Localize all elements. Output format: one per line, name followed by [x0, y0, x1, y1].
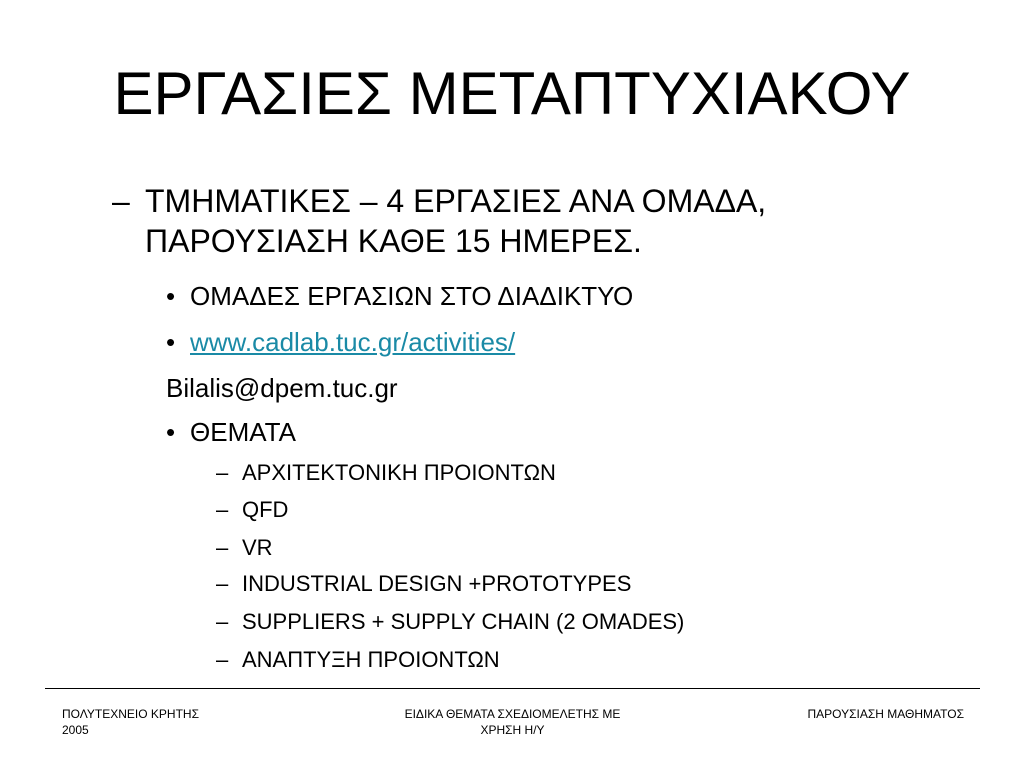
topic-item: SUPPLIERS + SUPPLY CHAIN (2 OMADES): [242, 609, 685, 634]
email-text: Bilalis@dpem.tuc.gr: [166, 373, 398, 403]
dash-marker: –: [216, 497, 229, 522]
dash-marker: –: [216, 535, 229, 560]
bullet-marker: •: [166, 327, 176, 357]
dash-marker: –: [216, 571, 229, 596]
footer-year: 2005: [62, 723, 89, 737]
bullet-marker: •: [166, 281, 176, 311]
topic-item: QFD: [242, 497, 289, 522]
footer-course-line-1: ΕΙΔΙΚΑ ΘΕΜΑΤΑ ΣΧΕΔΙΟΜΕΛΕΤΗΣ ΜΕ: [404, 707, 621, 721]
main-item-line-2: ΠΑΡΟΥΣΙΑΣΗ ΚΑΘΕ 15 ΗΜΕΡΕΣ.: [145, 223, 642, 259]
topic-item: VR: [242, 535, 273, 560]
topic-item: INDUSTRIAL DESIGN +PROTOTYPES: [242, 571, 632, 596]
footer-divider: [45, 688, 980, 689]
main-item-line-1: ΤΜΗΜΑΤΙΚΕΣ – 4 ΕΡΓΑΣΙΕΣ ΑΝΑ ΟΜΑΔΑ,: [145, 183, 767, 219]
dash-marker: –: [216, 609, 229, 634]
footer-right: ΠΑΡΟΥΣΙΑΣΗ ΜΑΘΗΜΑΤΟΣ: [807, 707, 964, 721]
dash-marker: –: [216, 647, 229, 672]
footer-institution: ΠΟΛΥΤΕΧΝΕΙΟ ΚΡΗΤΗΣ: [62, 707, 200, 721]
topic-item: ΑΝΑΠΤΥΞΗ ΠΡΟΙΟΝΤΩΝ: [242, 647, 500, 672]
dash-marker: –: [216, 460, 229, 485]
activities-link[interactable]: www.cadlab.tuc.gr/activities/: [190, 327, 516, 357]
slide-title: ΕΡΓΑΣΙΕΣ ΜΕΤΑΠΤΥΧΙΑΚΟΥ: [113, 60, 911, 127]
topic-item: ΑΡΧΙΤΕΚΤΟΝΙΚΗ ΠΡΟΙΟΝΤΩΝ: [242, 460, 556, 485]
footer-left: [62, 706, 199, 738]
footer-center: [340, 706, 685, 738]
dash-marker: –: [112, 183, 130, 219]
bullet-marker: •: [166, 417, 176, 447]
bullet-groups-text: ΟΜΑΔΕΣ ΕΡΓΑΣΙΩΝ ΣΤΟ ΔΙΑΔΙΚΤΥΟ: [190, 281, 634, 311]
footer-course-line-2: ΧΡΗΣΗ Η/Υ: [480, 723, 545, 737]
bullet-topics-text: ΘΕΜΑΤΑ: [190, 417, 296, 447]
